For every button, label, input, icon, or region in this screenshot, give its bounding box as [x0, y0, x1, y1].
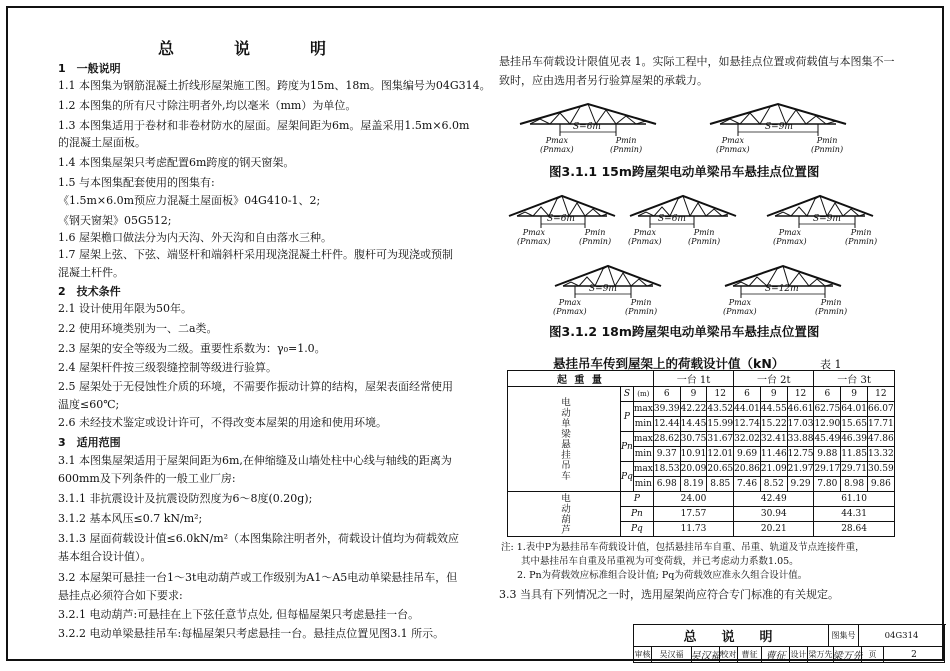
cell: 12.74 [734, 417, 761, 432]
text-3-2-2: 3.2.2 电动单梁悬挂吊车:每榀屋架只考虑悬挂一台。悬挂点位置见图3.1 所示。 [58, 627, 445, 640]
cell: 11.85 [841, 447, 868, 462]
span-label: S=9m [813, 214, 841, 224]
header-cell: 一台 3t [814, 371, 894, 387]
truss-diagram-18m-b [628, 188, 738, 250]
cell: P [621, 492, 654, 507]
text-right-para-b: 致时，应由选用者另行验算屋架的承载力。 [499, 74, 708, 87]
cell: 9 [760, 387, 787, 402]
cell: 47.86 [867, 432, 894, 447]
title-block-page-no: 2 [884, 647, 945, 663]
text-3-3: 3.3 当具有下列情况之一时，选用屋架尚应符合专门标准的有关规定。 [499, 588, 839, 601]
cell: 45.49 [814, 432, 841, 447]
load-label-max: Pmax (Pnmax) [723, 298, 757, 316]
text-1-2: 1.2 本图集的所有尺寸除注明者外,均以毫米（mm）为单位。 [58, 99, 357, 112]
cell: 6.98 [653, 477, 680, 492]
cell: 31.67 [707, 432, 734, 447]
cell: Pn [621, 432, 634, 462]
text-2-6: 2.6 未经技术鉴定或设计许可，不得改变本屋架的用途和使用环境。 [58, 416, 387, 429]
cell: 33.88 [787, 432, 814, 447]
load-label-max: Pmax (Pnmax) [716, 136, 750, 154]
cell: max [633, 462, 653, 477]
text-2-4: 2.4 屋架杆件按三级裂缝控制等级进行验算。 [58, 361, 277, 374]
section-heading-1: 1 一般说明 [58, 62, 121, 75]
text-2-5b: 温度≤60℃; [58, 398, 120, 411]
table-number: 表 1 [820, 358, 842, 371]
title-block-atlas-no: 04G314 [859, 625, 945, 647]
cell: 17.71 [867, 417, 894, 432]
cell: 12.75 [787, 447, 814, 462]
cell: 8.85 [707, 477, 734, 492]
load-label-max: Pmax (Pnmax) [773, 228, 807, 246]
table-header-row [508, 371, 895, 387]
cell: 6 [814, 387, 841, 402]
cell: 14.45 [680, 417, 707, 432]
title-block-designer: 梁万先 [808, 647, 834, 663]
section-heading-2: 2 技术条件 [58, 285, 121, 298]
span-label: S=9m [589, 284, 617, 294]
text-1-5a: 《1.5m×6.0m预应力混凝土屋面板》04G410-1、2; [58, 194, 321, 207]
signature-reviewer: 吴汉福 [692, 647, 720, 663]
cell: 9.29 [787, 477, 814, 492]
text-3-2a: 3.2 本屋架可悬挂一台1～3t电动葫芦或工作级别为A1～A5电动单梁悬挂吊车，但 [58, 571, 458, 584]
cell: 29.17 [814, 462, 841, 477]
span-label: S=6m [547, 214, 575, 224]
load-label-max: Pmax (Pnmax) [553, 298, 587, 316]
section-heading-3: 3 适用范围 [58, 436, 121, 449]
cell: 9 [841, 387, 868, 402]
cell: 10.91 [680, 447, 707, 462]
cell: 12.44 [653, 417, 680, 432]
cell: 42.22 [680, 402, 707, 417]
truss-diagram-18m-d [553, 258, 663, 320]
cell: 12.90 [814, 417, 841, 432]
cell: 15.22 [760, 417, 787, 432]
header-cell: 一台 2t [734, 371, 814, 387]
cell: 32.02 [734, 432, 761, 447]
signature-checker: 曹征 [762, 647, 790, 663]
table-row [508, 492, 895, 507]
text-2-2: 2.2 使用环境类别为一、二a类。 [58, 322, 218, 335]
cell: 17.03 [787, 417, 814, 432]
cell: 66.07 [867, 402, 894, 417]
load-label-min: Pmin (Pnmin) [688, 228, 721, 246]
cell: Pq [621, 522, 654, 537]
title-block-atlas-label: 图集号 [829, 625, 859, 647]
note-1b: 其中悬挂吊车自重及吊重视为可变荷载，并已考虑动力系数1.05。 [521, 556, 799, 567]
cell: P [621, 402, 634, 432]
text-1-6: 1.6 屋架檐口做法分为内天沟、外天沟和自由落水三种。 [58, 231, 332, 244]
title-block-title: 总 说 明 [634, 625, 829, 647]
cell: 61.10 [814, 492, 894, 507]
cell: 29.71 [841, 462, 868, 477]
cell: 21.09 [760, 462, 787, 477]
load-label-min: Pmin (Pnmin) [579, 228, 612, 246]
cell: 62.75 [814, 402, 841, 417]
cell: 30.59 [867, 462, 894, 477]
cell: 15.99 [707, 417, 734, 432]
cell: 13.32 [867, 447, 894, 462]
span-label: S=6m [658, 214, 686, 224]
load-label-max: Pmax (Pnmax) [517, 228, 551, 246]
cell: 43.52 [707, 402, 734, 417]
cell: 9 [680, 387, 707, 402]
span-label: S=9m [765, 122, 793, 132]
cell: 44.31 [814, 507, 894, 522]
load-label-max: Pmax (Pnmax) [540, 136, 574, 154]
cell: 24.00 [653, 492, 733, 507]
text-1-3b: 的混凝土屋面板。 [58, 136, 146, 149]
text-3-1-2: 3.1.2 基本风压≤0.7 kN/m²; [58, 512, 203, 525]
cell: 44.55 [760, 402, 787, 417]
cell: min [633, 447, 653, 462]
row-group-crane: 电动单梁悬挂吊车 [508, 387, 621, 492]
load-label-min: Pmin (Pnmin) [610, 136, 643, 154]
text-3-1-3a: 3.1.3 屋面荷载设计值≤6.0kN/m²（本图集除注明者外，荷载设计值均为荷载效应 [58, 532, 460, 545]
cell: 7.46 [734, 477, 761, 492]
cell: 46.61 [787, 402, 814, 417]
truss-diagram-15m-a [518, 96, 658, 158]
cell: Pn [621, 507, 654, 522]
cell: 8.98 [841, 477, 868, 492]
text-2-5a: 2.5 屋架处于无侵蚀性介质的环境，不需要作振动计算的结构，屋架表面经常使用 [58, 380, 453, 393]
cell: 12 [787, 387, 814, 402]
load-table [507, 370, 895, 537]
truss-diagram-15m-b [708, 96, 848, 158]
cell: max [633, 402, 653, 417]
cell: Pq [621, 462, 634, 492]
text-1-3a: 1.3 本图集适用于卷材和非卷材防水的屋面。屋架间距为6m。屋盖采用1.5m×6.0m [58, 119, 470, 132]
cell: 8.19 [680, 477, 707, 492]
cell: 20.65 [707, 462, 734, 477]
text-3-2b: 悬挂点必须符合如下要求: [58, 589, 183, 602]
cell: 64.01 [841, 402, 868, 417]
span-label: S=12m [765, 284, 799, 294]
cell: 42.49 [734, 492, 814, 507]
cell: 44.01 [734, 402, 761, 417]
text-3-1-3b: 基本组合设计值）。 [58, 550, 152, 563]
cell: 21.97 [787, 462, 814, 477]
cell: 30.75 [680, 432, 707, 447]
cell: min [633, 417, 653, 432]
drawing-sheet [6, 6, 944, 661]
text-1-7a: 1.7 屋架上弦、下弦、端竖杆和端斜杆采用现浇混凝土杆件。腹杆可为现浇或预制 [58, 248, 453, 261]
text-2-1: 2.1 设计使用年限为50年。 [58, 302, 192, 315]
text-3-1a: 3.1 本图集屋架适用于屋架间距为6m,在伸缩缝及山墙处柱中心线与轴线的距离为 [58, 454, 452, 467]
cell: 6 [734, 387, 761, 402]
cell: 18.53 [653, 462, 680, 477]
signature-designer: 梁万先 [834, 647, 862, 663]
row-group-hoist: 电动葫芦 [508, 492, 621, 537]
cell: 12 [867, 387, 894, 402]
title-block [633, 624, 946, 663]
header-cell: 一台 1t [653, 371, 733, 387]
figure-caption-3-1-2: 图3.1.2 18m跨屋架电动单梁吊车悬挂点位置图 [549, 324, 820, 339]
cell: 9.37 [653, 447, 680, 462]
table-title: 悬挂吊车传到屋架上的荷载设计值（kN） [553, 356, 785, 371]
text-3-1b: 600mm及下列条件的一般工业厂房: [58, 472, 236, 485]
cell: 46.39 [841, 432, 868, 447]
text-1-5: 1.5 与本图集配套使用的图集有: [58, 176, 215, 189]
text-1-5b: 《钢天窗架》05G512; [58, 214, 172, 227]
load-label-min: Pmin (Pnmin) [811, 136, 844, 154]
load-label-max: Pmax (Pnmax) [628, 228, 662, 246]
title-block-page-label: 页 [862, 647, 884, 663]
cell: 7.80 [814, 477, 841, 492]
cell: 9.69 [734, 447, 761, 462]
cell: 20.86 [734, 462, 761, 477]
cell: 6 [653, 387, 680, 402]
text-3-1-1: 3.1.1 非抗震设计及抗震设防烈度为6～8度(0.20g); [58, 492, 313, 505]
text-3-2-1: 3.2.1 电动葫芦:可悬挂在上下弦任意节点处, 但每榀屋架只考虑悬挂一台。 [58, 608, 420, 621]
title-block-reviewer: 吴汉福 [652, 647, 692, 663]
cell: 11.46 [760, 447, 787, 462]
load-label-min: Pmin (Pnmin) [625, 298, 658, 316]
text-right-para-a: 悬挂吊车荷载设计限值见表 1。实际工程中，如悬挂点位置或荷载值与本图集不一 [499, 55, 895, 68]
cell: 20.21 [734, 522, 814, 537]
cell: (m) [633, 387, 653, 402]
header-cell: 起 重 量 [508, 371, 654, 387]
truss-diagram-18m-c [765, 188, 878, 250]
note-2: 2. Pn为荷载效应标准组合设计值; Pq为荷载效应准永久组合设计值。 [517, 570, 808, 581]
cell: max [633, 432, 653, 447]
cell: 28.64 [814, 522, 894, 537]
text-2-3: 2.3 屋架的安全等级为二级。重要性系数为：γ₀=1.0。 [58, 342, 326, 355]
load-label-min: Pmin (Pnmin) [845, 228, 878, 246]
figure-caption-3-1-1: 图3.1.1 15m跨屋架电动单梁吊车悬挂点位置图 [549, 164, 820, 179]
cell: 30.94 [734, 507, 814, 522]
truss-diagram-18m-e [723, 258, 848, 320]
span-label: S=6m [573, 122, 601, 132]
title-block-design-label: 设计 [790, 647, 808, 663]
cell: 11.73 [653, 522, 733, 537]
cell: min [633, 477, 653, 492]
title-block-review-label: 审核 [634, 647, 652, 663]
cell: 9.86 [867, 477, 894, 492]
title-block-checker: 曹征 [738, 647, 762, 663]
cell: S [621, 387, 634, 402]
page-title: 总 说 明 [158, 39, 349, 58]
cell: 15.65 [841, 417, 868, 432]
cell: 12.01 [707, 447, 734, 462]
truss-diagram-18m-a [507, 188, 617, 250]
table-row-span [508, 387, 895, 402]
title-block-check-label: 校对 [720, 647, 738, 663]
cell: 9.88 [814, 447, 841, 462]
cell: 32.41 [760, 432, 787, 447]
cell: 17.57 [653, 507, 733, 522]
cell: 8.52 [760, 477, 787, 492]
text-1-1: 1.1 本图集为钢筋混凝土折线形屋架施工图。跨度为15m、18m。图集编号为04G314。 [58, 79, 491, 92]
cell: 39.39 [653, 402, 680, 417]
cell: 20.09 [680, 462, 707, 477]
text-1-4: 1.4 本图集屋架只考虑配置6m跨度的钢天窗架。 [58, 156, 295, 169]
load-label-min: Pmin (Pnmin) [815, 298, 848, 316]
cell: 28.62 [653, 432, 680, 447]
cell: 12 [707, 387, 734, 402]
text-1-7b: 混凝土杆件。 [58, 266, 124, 279]
note-1: 注: 1.表中P为悬挂吊车荷载设计值，包括悬挂吊车自重、吊重、轨道及节点连接件重， [501, 542, 865, 553]
